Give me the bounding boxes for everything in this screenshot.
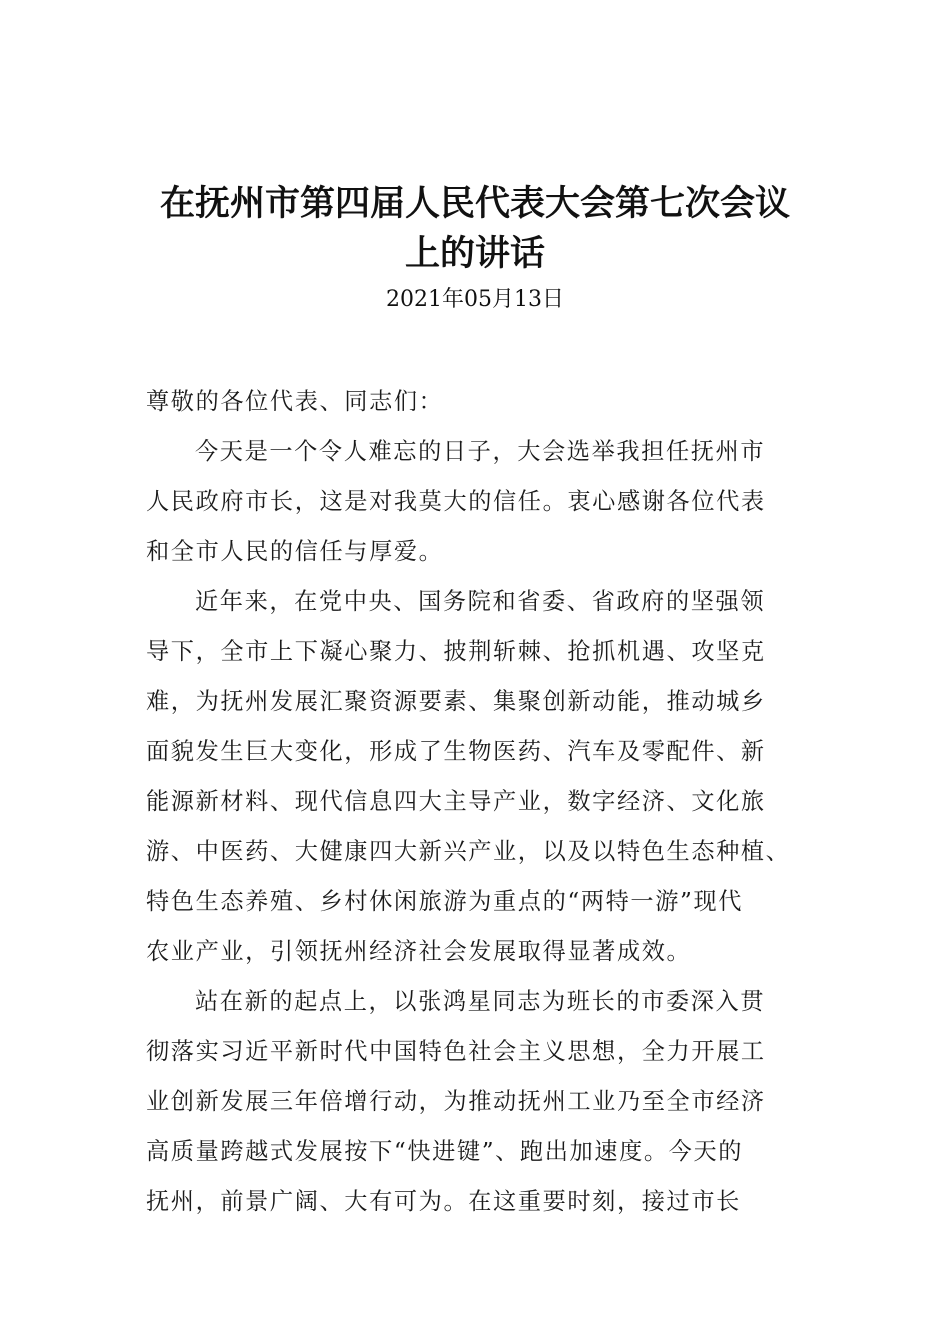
paragraph-3-line-1: 站在新的起点上，以张鸿星同志为班长的市委深入贯 [195, 988, 766, 1015]
document-body [146, 377, 806, 1227]
document-date: 2021年05月13日 [386, 287, 564, 312]
paragraph-3-line-3: 业创新发展三年倍增行动，为推动抚州工业乃至全市经济 [146, 1088, 766, 1115]
paragraph-3-line-5: 抚州，前景广阔、大有可为。在这重要时刻，接过市长 [146, 1188, 741, 1215]
document-title-line-1: 在抚州市第四届人民代表大会第七次会议 [159, 184, 790, 224]
paragraph-2-line-6: 游、中医药、大健康四大新兴产业，以及以特色生态种植、 [146, 838, 791, 865]
paragraph-2-line-8: 农业产业，引领抚州经济社会发展取得显著成效。 [146, 938, 692, 965]
paragraph-1-line-2: 人民政府市长，这是对我莫大的信任。衷心感谢各位代表 [146, 488, 766, 515]
paragraph-1-line-1: 今天是一个令人难忘的日子，大会选举我担任抚州市 [195, 438, 766, 465]
paragraph-1-line-3: 和全市人民的信任与厚爱。 [146, 538, 444, 565]
paragraph-2-line-2: 导下，全市上下凝心聚力、披荆斩棘、抢抓机遇、攻坚克 [146, 638, 766, 665]
salutation-line: 尊敬的各位代表、同志们： [146, 388, 444, 415]
paragraph-2-line-7: 特色生态养殖、乡村休闲旅游为重点的“两特一游”现代 [146, 888, 744, 915]
document-title-line-2: 上的讲话 [404, 234, 545, 274]
paragraph-2-line-3: 难，为抚州发展汇聚资源要素、集聚创新动能，推动城乡 [146, 688, 766, 715]
paragraph-3-line-2: 彻落实习近平新时代中国特色社会主义思想，全力开展工 [146, 1038, 766, 1065]
paragraph-2-line-4: 面貌发生巨大变化，形成了生物医药、汽车及零配件、新 [146, 738, 766, 765]
paragraph-2-line-5: 能源新材料、现代信息四大主导产业，数字经济、文化旅 [146, 788, 766, 815]
paragraph-2-line-1: 近年来，在党中央、国务院和省委、省政府的坚强领 [195, 588, 766, 615]
paragraph-3-line-4: 高质量跨越式发展按下“快进键”、跑出加速度。今天的 [146, 1138, 744, 1165]
